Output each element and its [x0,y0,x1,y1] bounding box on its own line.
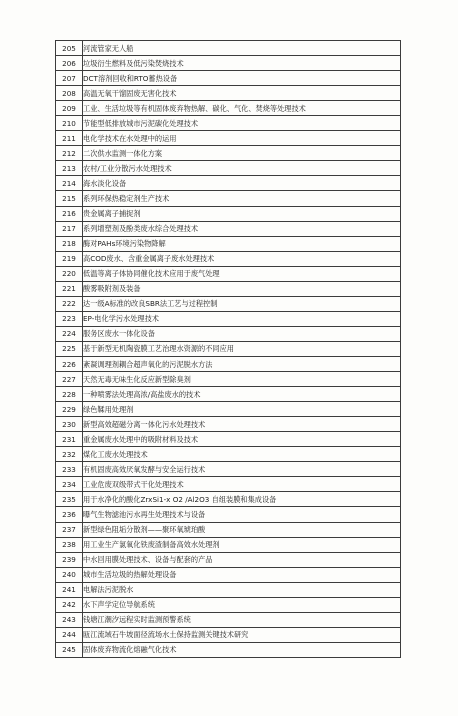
technology-name: 电化学技术在水处理中的运用 [83,131,401,146]
row-number: 208 [56,86,83,101]
table-row [56,311,401,326]
technology-list-table [55,40,401,658]
technology-name: 河流管家无人船 [83,41,401,56]
table-row [56,326,401,341]
table-row [56,627,401,642]
row-number: 234 [56,477,83,492]
table-row [56,41,401,56]
table-row [56,266,401,281]
row-number: 216 [56,206,83,221]
row-number: 236 [56,507,83,522]
technology-name: 酸雾吸附剂及装备 [83,281,401,296]
table-row [56,552,401,567]
technology-name: 高温无氧干馏固废无害化技术 [83,86,401,101]
table-row [56,417,401,432]
table-row [56,206,401,221]
row-number: 221 [56,281,83,296]
row-number: 242 [56,597,83,612]
technology-name: 城市生活垃圾的热解处理设备 [83,567,401,582]
table-row [56,191,401,206]
row-number: 237 [56,522,83,537]
technology-name: 瓯江流域石牛坡面径流场水土保持监测关键技术研究 [83,627,401,642]
row-number: 215 [56,191,83,206]
row-number: 218 [56,236,83,251]
technology-name: 农村/工业分散污水处理技术 [83,161,401,176]
table-row [56,296,401,311]
row-number: 224 [56,326,83,341]
table-row [56,387,401,402]
table-row [56,492,401,507]
technology-name: 煤化工废水处理技术 [83,447,401,462]
technology-name: 紊凝调理剂耦合超声氧化的污泥脱水方法 [83,356,401,371]
row-number: 220 [56,266,83,281]
technology-name: DCT溶剂回收和RTO蓄热设备 [83,71,401,86]
table-row [56,236,401,251]
table-row [56,176,401,191]
row-number: 226 [56,356,83,371]
row-number: 210 [56,116,83,131]
table-row [56,161,401,176]
row-number: 217 [56,221,83,236]
row-number: 207 [56,71,83,86]
technology-name: 用于水净化的酸化ZrxSi1-x O2 /Al2O3 自组装膜和集成设备 [83,492,401,507]
table-row [56,597,401,612]
row-number: 245 [56,642,83,657]
table-row [56,86,401,101]
technology-name: 节能型低排放城市污泥碳化处理技术 [83,116,401,131]
technology-name: 低温等离子体协同催化技术应用于废气处理 [83,266,401,281]
technology-name: 工业危废双级带式干化处理技术 [83,477,401,492]
table-row [56,612,401,627]
technology-name: 海水淡化设备 [83,176,401,191]
technology-name: 固体废弃物流化熔融气化技术 [83,642,401,657]
table-row [56,402,401,417]
row-number: 240 [56,567,83,582]
technology-name: 酶对PAHs环境污染物降解 [83,236,401,251]
table-row [56,462,401,477]
row-number: 209 [56,101,83,116]
table-row [56,447,401,462]
technology-name: 达一级A标准的改良SBR法工艺与过程控制 [83,296,401,311]
table-row [56,567,401,582]
row-number: 228 [56,387,83,402]
table-row [56,356,401,371]
row-number: 239 [56,552,83,567]
row-number: 206 [56,56,83,71]
technology-name: 一种喷雾法处理高浓/高盐废水的技术 [83,387,401,402]
technology-name: 工业、生活垃圾等有机固体废弃物热解、碳化、气化、焚烧等处理技术 [83,101,401,116]
table-row [56,477,401,492]
row-number: 233 [56,462,83,477]
row-number: 225 [56,341,83,356]
technology-name: 天然无毒无味生化反应新型除臭剂 [83,372,401,387]
row-number: 222 [56,296,83,311]
technology-name: 服务区废水一体化设备 [83,326,401,341]
technology-name: 基于新型无机陶瓷膜工艺治理水资源的不同应用 [83,341,401,356]
technology-name: 中水回用膜处理技术、设备与配套的产品 [83,552,401,567]
table-row [56,101,401,116]
row-number: 227 [56,372,83,387]
table-row [56,582,401,597]
technology-name: 系列环保热稳定剂生产技术 [83,191,401,206]
row-number: 212 [56,146,83,161]
technology-name: 新型高效超磁分离一体化污水处理技术 [83,417,401,432]
technology-name: 电解法污泥脱水 [83,582,401,597]
row-number: 205 [56,41,83,56]
table-row [56,537,401,552]
row-number: 231 [56,432,83,447]
table-row [56,507,401,522]
technology-name: 贵金属离子捕捉剂 [83,206,401,221]
technology-name: EP-电化学污水处理技术 [83,311,401,326]
row-number: 232 [56,447,83,462]
table-row [56,281,401,296]
table-row [56,432,401,447]
table-row [56,146,401,161]
row-number: 243 [56,612,83,627]
technology-name: 新型绿色阻垢分散剂——聚环氧琥珀酸 [83,522,401,537]
table-row [56,642,401,657]
table-row [56,71,401,86]
row-number: 238 [56,537,83,552]
technology-name: 用工业生产氯氧化铁废渣制备高效水处理剂 [83,537,401,552]
row-number: 235 [56,492,83,507]
technology-name: 绿色鞣用处理剂 [83,402,401,417]
table-body [56,41,401,658]
row-number: 241 [56,582,83,597]
technology-name: 高COD废水、含重金属离子废水处理技术 [83,251,401,266]
technology-name: 重金属废水处理中的吸附材料及技术 [83,432,401,447]
row-number: 244 [56,627,83,642]
row-number: 219 [56,251,83,266]
table-row [56,372,401,387]
technology-name: 钱塘江潮汐远程实时监测预警系统 [83,612,401,627]
technology-name: 系列增塑剂及酚类废水综合处理技术 [83,221,401,236]
row-number: 229 [56,402,83,417]
technology-name: 曝气生物滤池污水再生处理技术与设备 [83,507,401,522]
row-number: 223 [56,311,83,326]
table-row [56,251,401,266]
table-row [56,116,401,131]
row-number: 230 [56,417,83,432]
table-row [56,131,401,146]
row-number: 211 [56,131,83,146]
table-row [56,522,401,537]
row-number: 213 [56,161,83,176]
technology-name: 垃圾衍生燃料及低污染焚烧技术 [83,56,401,71]
table-row [56,341,401,356]
technology-name: 二次供水监测一体化方案 [83,146,401,161]
technology-name: 水下声学定位导航系统 [83,597,401,612]
table-row [56,56,401,71]
table-row [56,221,401,236]
technology-name: 有机固废高效厌氧发酵与安全运行技术 [83,462,401,477]
row-number: 214 [56,176,83,191]
